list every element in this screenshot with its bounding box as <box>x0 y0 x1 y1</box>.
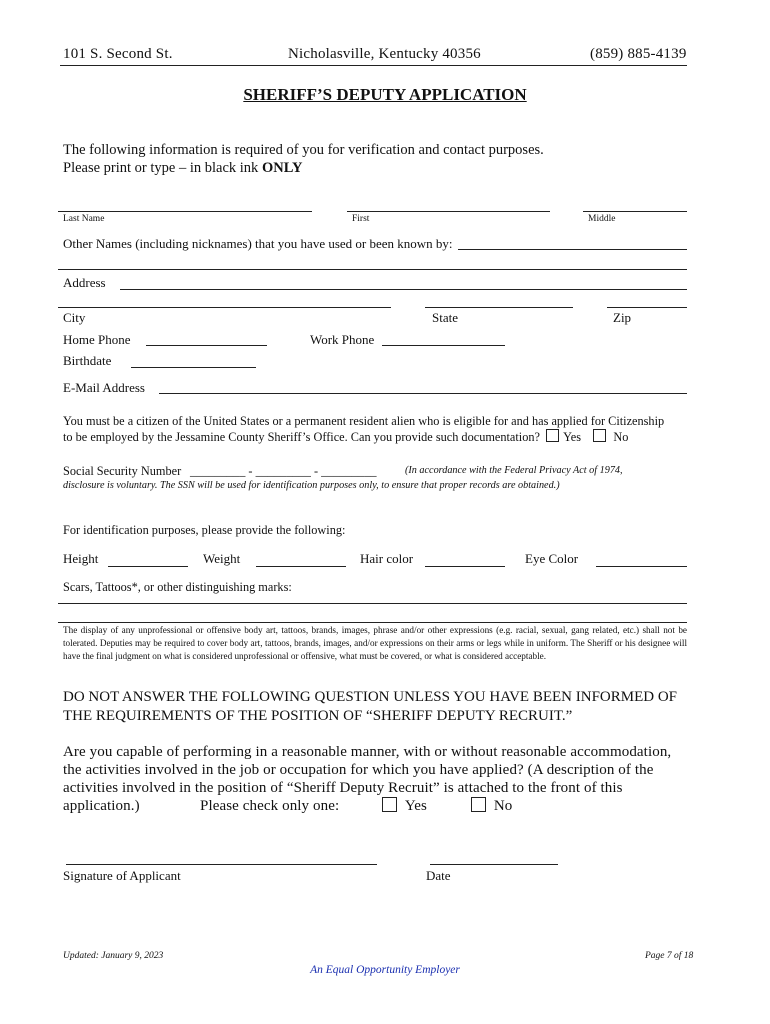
ssn-label: Social Security Number <box>63 464 182 478</box>
updated-date: Updated: January 9, 2023 <box>63 951 164 961</box>
question-no-checkbox[interactable] <box>471 797 486 812</box>
home-phone-label: Home Phone <box>63 332 131 347</box>
birthdate-field[interactable] <box>131 367 256 368</box>
zip-label: Zip <box>613 310 632 325</box>
first-name-label: First <box>352 214 370 224</box>
citizenship-no-checkbox[interactable] <box>593 429 606 442</box>
scars-field-2[interactable] <box>58 622 687 623</box>
height-label: Height <box>63 551 99 566</box>
equal-opportunity-employer: An Equal Opportunity Employer <box>310 964 460 976</box>
weight-field[interactable] <box>256 566 346 567</box>
question-yes-option <box>382 797 427 815</box>
birthdate-label: Birthdate <box>63 353 112 368</box>
other-names-label: Other Names (including nicknames) that you have used or been known by: <box>63 236 453 251</box>
warning-line-2: THE REQUIREMENTS OF THE POSITION OF “SHERIFF DEPUTY RECRUIT.” <box>63 708 573 724</box>
scars-label: Scars, Tattoos*, or other distinguishing marks: <box>63 580 292 594</box>
warning-line-1: DO NOT ANSWER THE FOLLOWING QUESTION UNLESS YOU HAVE BEEN INFORMED OF <box>63 689 678 705</box>
intro-line-1: The following information is required of you for verification and contact purposes. <box>63 142 544 158</box>
header-city: Nicholasville, Kentucky 40356 <box>288 46 481 62</box>
address-label: Address <box>63 275 106 290</box>
email-field[interactable] <box>159 393 687 394</box>
middle-name-field[interactable] <box>583 211 687 212</box>
eye-color-field[interactable] <box>596 566 687 567</box>
identification-intro: For identification purposes, please provide the following: <box>63 523 346 537</box>
citizenship-line-2 <box>63 429 628 445</box>
eye-color-label: Eye Color <box>525 551 579 566</box>
first-name-field[interactable] <box>347 211 550 212</box>
citizenship-no-label: No <box>613 430 629 444</box>
page-title: SHERIFF’S DEPUTY APPLICATION <box>243 85 527 104</box>
ssn-note-1: (In accordance with the Federal Privacy Act of 1974, <box>405 465 623 476</box>
question-line-4: application.) <box>63 798 140 814</box>
ssn-note-2: disclosure is voluntary. The SSN will be used for identification purposes only, to ensure that proper records are obtained.) <box>63 480 560 491</box>
question-line-3: activities involved in the position of “Sheriff Deputy Recruit” is attached to the front of this <box>63 780 623 796</box>
middle-name-label: Middle <box>588 214 616 224</box>
question-no-option <box>471 797 512 815</box>
date-field[interactable] <box>430 864 558 865</box>
question-line-1: Are you capable of performing in a reasonable manner, with or without reasonable accommodation, <box>63 744 672 760</box>
citizenship-question: to be employed by the Jessamine County Sheriff’s Office. Can you provide such documentation? <box>63 430 540 444</box>
address-field[interactable] <box>120 289 687 290</box>
work-phone-field[interactable] <box>382 345 505 346</box>
hair-color-field[interactable] <box>425 566 505 567</box>
intro-line-2 <box>63 160 303 177</box>
state-field[interactable] <box>425 307 573 308</box>
date-label: Date <box>426 868 451 883</box>
header-phone: (859) 885-4139 <box>590 46 687 62</box>
home-phone-field[interactable] <box>146 345 267 346</box>
body-art-policy: The display of any unprofessional or offensive body art, tattoos, brands, images, phrase and/or other expressions (e.g. racial, sexual, gang related, etc.) shall not be tolerated. Deputies may be required to cover body art, tattoos, brands, images, and/or expressions on their arms or legs while in uniform. The Sheriff or his designee will have the final judgment on what is considered unprofessional or offensive, what must be covered, or what is considered acceptable. <box>63 625 687 661</box>
zip-field[interactable] <box>607 307 687 308</box>
citizenship-yes-label: Yes <box>563 430 582 444</box>
signature-field[interactable] <box>66 864 377 865</box>
city-label: City <box>63 310 86 325</box>
question-yes-checkbox[interactable] <box>382 797 397 812</box>
ssn-field[interactable]: _________ - _________ - _________ <box>190 464 377 478</box>
intro-line-2-bold: ONLY <box>261 160 303 176</box>
last-name-field[interactable] <box>58 211 312 212</box>
question-yes-label: Yes <box>404 798 427 814</box>
header-address: 101 S. Second St. <box>63 46 173 62</box>
other-names-field[interactable] <box>458 249 687 250</box>
question-no-label: No <box>493 798 513 814</box>
signature-label: Signature of Applicant <box>63 868 181 883</box>
citizenship-yes-checkbox[interactable] <box>546 429 559 442</box>
question-line-2: the activities involved in the job or occupation for which you have applied? (A description of the <box>63 762 654 778</box>
scars-field[interactable] <box>58 603 687 604</box>
height-field[interactable] <box>108 566 188 567</box>
other-names-field-2[interactable] <box>58 269 687 270</box>
intro-line-2-text: Please print or type – in black ink <box>63 160 262 176</box>
check-only-label: Please check only one: <box>200 798 340 814</box>
email-label: E-Mail Address <box>63 380 145 395</box>
state-label: State <box>432 310 458 325</box>
page-number: Page 7 of 18 <box>645 951 694 961</box>
city-field[interactable] <box>58 307 391 308</box>
last-name-label: Last Name <box>63 214 105 224</box>
header-rule <box>60 65 687 66</box>
citizenship-line-1: You must be a citizen of the United States or a permanent resident alien who is eligible for and has applied for Citizenship <box>63 414 665 428</box>
work-phone-label: Work Phone <box>310 332 375 347</box>
weight-label: Weight <box>203 551 241 566</box>
hair-color-label: Hair color <box>360 551 414 566</box>
